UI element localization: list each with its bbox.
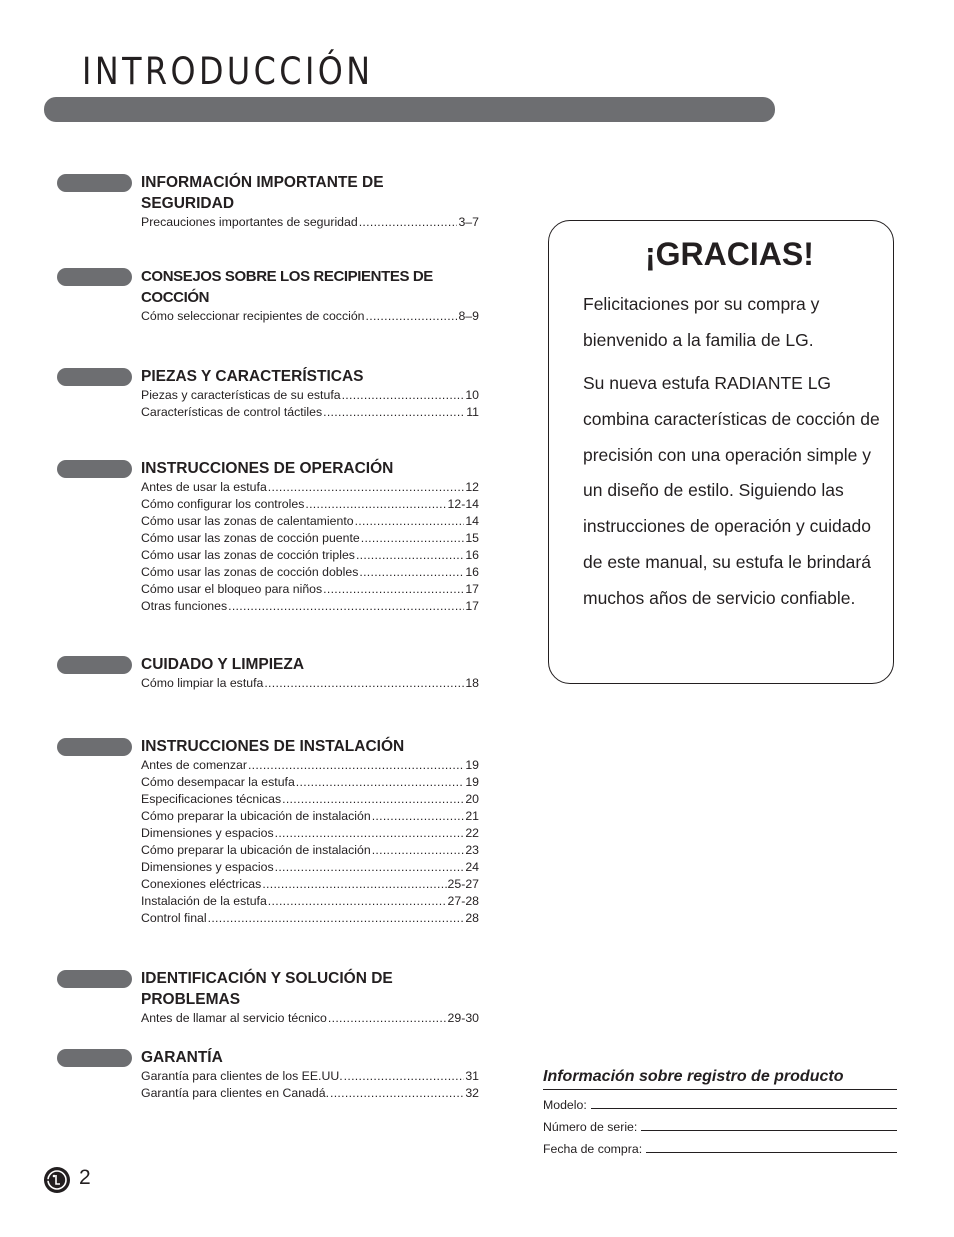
toc-entry[interactable]: Garantía para clientes en Canadá. ..... 32 <box>141 1085 479 1102</box>
toc-section-operation <box>57 458 479 615</box>
field-line[interactable] <box>646 1140 897 1153</box>
toc-entry[interactable]: Otras funciones ..... 17 <box>141 598 479 615</box>
section-title: INSTRUCCIONES DE OPERACIÓN <box>141 460 394 477</box>
section-entries <box>141 1068 479 1102</box>
section-tab <box>57 268 132 286</box>
thanks-paragraph-1: Felicitaciones por su compra y bienvenido a la familia de LG. <box>583 294 820 350</box>
section-tab <box>57 174 132 192</box>
toc-entry[interactable]: Especificaciones técnicas ..... 20 <box>141 791 479 808</box>
toc-section-cookware <box>57 266 479 325</box>
section-tab <box>57 738 132 756</box>
toc-entry[interactable]: Control final ..... 28 <box>141 910 479 927</box>
toc-entry[interactable]: Instalación de la estufa ..... 27-28 <box>141 893 479 910</box>
section-entries <box>141 757 479 927</box>
page-number: 2 <box>79 1166 91 1189</box>
toc-entry[interactable]: Dimensiones y espacios ..... 24 <box>141 859 479 876</box>
toc-entry[interactable]: Antes de llamar al servicio técnico ..... 29-30 <box>141 1010 479 1027</box>
toc-entry[interactable]: Antes de comenzar ..... 19 <box>141 757 479 774</box>
toc-entry[interactable]: Cómo desempacar la estufa ..... 19 <box>141 774 479 791</box>
section-title: PIEZAS Y CARACTERÍSTICAS <box>141 368 364 385</box>
section-entries <box>141 214 479 231</box>
toc-entry[interactable]: Cómo usar las zonas de cocción triples ..... 16 <box>141 547 479 564</box>
registration-title: Información sobre registro de producto <box>543 1068 897 1090</box>
section-title: GARANTÍA <box>141 1049 223 1066</box>
section-tab <box>57 970 132 988</box>
product-registration <box>543 1068 897 1156</box>
title-bar <box>44 97 775 122</box>
section-tab <box>57 368 132 386</box>
section-entries <box>141 1010 479 1027</box>
toc-entry[interactable]: Conexiones eléctricas ..... 25-27 <box>141 876 479 893</box>
field-line[interactable] <box>591 1096 897 1109</box>
toc-entry[interactable]: Cómo usar las zonas de calentamiento ..... 14 <box>141 513 479 530</box>
section-entries <box>141 308 479 325</box>
section-title: IDENTIFICACIÓN Y SOLUCIÓN DE PROBLEMAS <box>141 970 393 1008</box>
thanks-paragraph-2: Su nueva estufa RADIANTE LG combina características de cocción de precisión con una operación simple y un diseño de estilo. Siguiendo las instrucciones de operación y cuidado de este manual, su estufa le brindará muchos años de servicio confiable. <box>583 373 880 608</box>
toc-entry[interactable]: Dimensiones y espacios ..... 22 <box>141 825 479 842</box>
toc-section-safety <box>57 172 479 231</box>
toc-section-warranty <box>57 1047 479 1102</box>
toc-section-troubleshooting <box>57 968 479 1027</box>
field-line[interactable] <box>641 1118 897 1131</box>
toc-entry[interactable]: Cómo configurar los controles ..... 12-14 <box>141 496 479 513</box>
section-tab <box>57 460 132 478</box>
toc-section-cleaning <box>57 654 479 692</box>
field-label: Modelo: <box>543 1098 587 1112</box>
thanks-box <box>548 220 894 684</box>
section-entries <box>141 675 479 692</box>
toc-entry[interactable]: Cómo usar el bloqueo para niños ..... 17 <box>141 581 479 598</box>
section-entries <box>141 387 479 421</box>
field-label: Fecha de compra: <box>543 1142 643 1156</box>
purchase-date-field[interactable] <box>543 1134 897 1156</box>
serial-number-field[interactable] <box>543 1112 897 1134</box>
toc-entry[interactable]: Cómo limpiar la estufa ..... 18 <box>141 675 479 692</box>
toc-entry[interactable]: Cómo preparar la ubicación de instalación ..... 23 <box>141 842 479 859</box>
section-title: INFORMACIÓN IMPORTANTE DE SEGURIDAD <box>141 174 384 212</box>
toc-entry[interactable]: Características de control táctiles ..... 11 <box>141 404 479 421</box>
lg-logo-icon <box>44 1167 70 1193</box>
section-title: INSTRUCCIONES DE INSTALACIÓN <box>141 738 405 755</box>
section-title: CUIDADO Y LIMPIEZA <box>141 656 305 673</box>
toc-entry[interactable]: Precauciones importantes de seguridad ..... 3–7 <box>141 214 479 231</box>
toc-entry[interactable]: Cómo seleccionar recipientes de cocción ..... 8–9 <box>141 308 479 325</box>
thanks-heading: ¡GRACIAS! <box>645 236 814 272</box>
toc-section-parts <box>57 366 479 421</box>
model-field[interactable] <box>543 1090 897 1112</box>
toc-entry[interactable]: Cómo preparar la ubicación de instalación ..... 21 <box>141 808 479 825</box>
toc-entry[interactable]: Piezas y características de su estufa ..... 10 <box>141 387 479 404</box>
section-tab <box>57 656 132 674</box>
toc-entry[interactable]: Garantía para clientes de los EE.UU. ..... 31 <box>141 1068 479 1085</box>
section-title: CONSEJOS SOBRE LOS RECIPIENTES DE COCCIÓN <box>141 268 433 306</box>
toc-entry[interactable]: Antes de usar la estufa ..... 12 <box>141 479 479 496</box>
toc-section-installation <box>57 736 479 927</box>
toc-entry[interactable]: Cómo usar las zonas de cocción dobles ..... 16 <box>141 564 479 581</box>
section-tab <box>57 1049 132 1067</box>
toc-entry[interactable]: Cómo usar las zonas de cocción puente ..... 15 <box>141 530 479 547</box>
field-label: Número de serie: <box>543 1120 638 1134</box>
page-title: INTRODUCCIÓN <box>82 50 374 93</box>
section-entries <box>141 479 479 615</box>
